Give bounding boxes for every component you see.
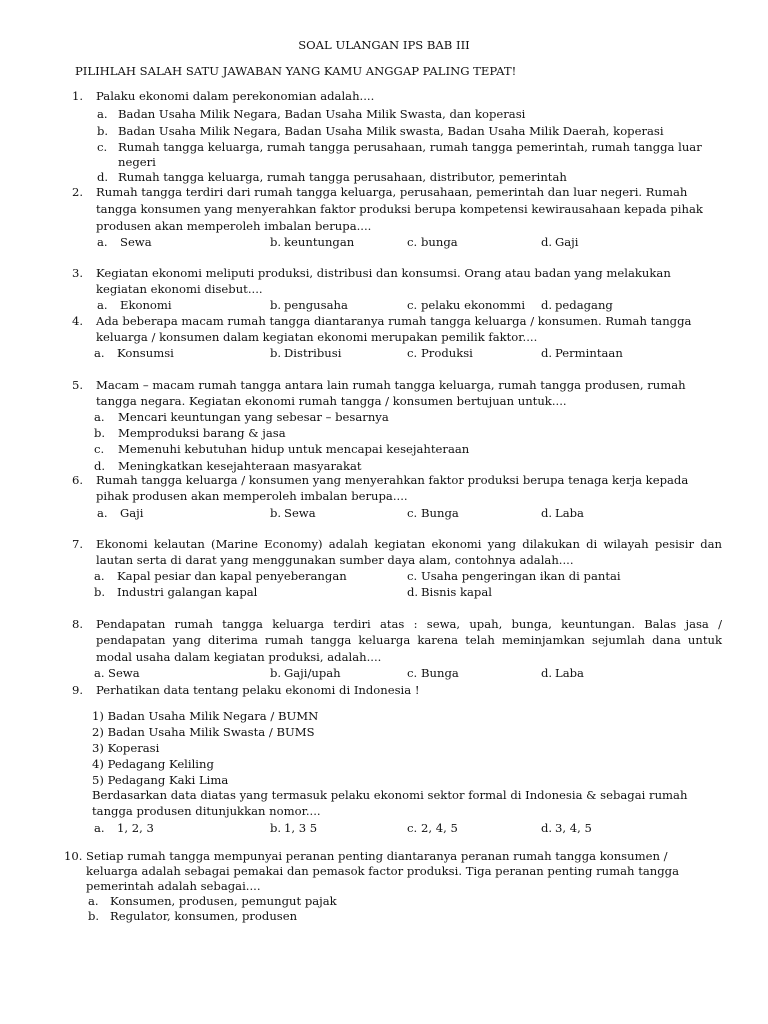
question-text: Rumah tangga terdiri dari rumah tangga keluarga, perusahaan, pemerintah dan luar negeri. Rumah: [96, 185, 688, 199]
option-text: pedagang: [555, 298, 613, 312]
option-letter: a.: [94, 821, 105, 835]
option-text: keuntungan: [284, 235, 355, 249]
option-letter: c.: [407, 569, 418, 583]
option-letter: b.: [94, 426, 106, 440]
question-text: Pendapatan rumah tangga keluarga terdiri atas : sewa, upah, bunga, keuntungan. Balas jasa /: [96, 617, 722, 631]
option-text: bunga: [421, 235, 458, 249]
option-letter: a.: [94, 569, 105, 583]
question-number: 3.: [72, 266, 84, 280]
option-letter: c.: [407, 298, 418, 312]
option-letter: d.: [541, 235, 553, 249]
question-number: 10.: [64, 849, 83, 863]
option-text: Rumah tangga keluarga, rumah tangga perusahaan, distributor, pemerintah: [118, 170, 567, 184]
option-letter: d.: [541, 298, 553, 312]
option-letter: d.: [94, 459, 106, 473]
option-text: 3, 4, 5: [555, 821, 592, 835]
option-text: Permintaan: [555, 346, 623, 360]
option-letter: c.: [407, 821, 418, 835]
option-letter: b.: [270, 666, 282, 680]
option-letter: c.: [407, 666, 418, 680]
question-text: Perhatikan data tentang pelaku ekonomi di Indonesia !: [96, 683, 420, 697]
option-letter: c.: [407, 346, 418, 360]
option-text: negeri: [118, 155, 156, 169]
option-text: 1, 3 5: [284, 821, 318, 835]
question-number: 5.: [72, 378, 84, 392]
option-text: Distribusi: [284, 346, 342, 360]
option-letter: a.: [94, 666, 105, 680]
option-letter: d.: [541, 506, 553, 520]
option-text: Industri galangan kapal: [117, 585, 258, 599]
option-letter: b.: [270, 346, 282, 360]
option-text: pelaku ekonommi: [421, 298, 526, 312]
question-text: Ekonomi kelautan (Marine Economy) adalah kegiatan ekonomi yang dilakukan di wilayah pesisir dan: [96, 537, 722, 551]
option-text: Gaji: [555, 235, 579, 249]
option-text: Kapal pesiar dan kapal penyeberangan: [117, 569, 347, 583]
option-text: Badan Usaha Milik Negara, Badan Usaha Milik Swasta, dan koperasi: [118, 107, 526, 121]
option-letter: d.: [541, 346, 553, 360]
question-text: Macam – macam rumah tangga antara lain rumah tangga keluarga, rumah tangga produsen, rumah: [96, 378, 686, 392]
question-text: keluarga adalah sebagai pemakai dan pemasok factor produksi. Tiga peranan penting rumah tangga: [86, 864, 679, 878]
data-list-item: 1) Badan Usaha Milik Negara / BUMN: [92, 709, 319, 723]
option-letter: b.: [270, 235, 282, 249]
data-list-item: 3) Koperasi: [92, 741, 160, 755]
option-text: Mencari keuntungan yang sebesar – besarnya: [118, 410, 389, 424]
option-letter: b.: [88, 909, 100, 923]
option-text: Konsumsi: [117, 346, 174, 360]
question-text: keluarga / konsumen dalam kegiatan ekonomi merupakan pemilik faktor....: [96, 330, 538, 344]
option-letter: a.: [97, 298, 108, 312]
data-list-item: 5) Pedagang Kaki Lima: [92, 773, 229, 787]
page-title: SOAL ULANGAN IPS BAB III: [298, 38, 470, 52]
question-text: tangga konsumen yang menyerahkan faktor produksi berupa kompetensi kewirausahaan kepada pihak: [96, 202, 703, 216]
option-letter: b.: [97, 124, 109, 138]
option-text: Sewa: [108, 666, 140, 680]
option-text: Rumah tangga keluarga, rumah tangga perusahaan, rumah tangga pemerintah, rumah tangga luar: [118, 140, 702, 154]
option-letter: d.: [541, 666, 553, 680]
option-letter: b.: [270, 821, 282, 835]
option-text: 1, 2, 3: [117, 821, 154, 835]
question-number: 2.: [72, 185, 84, 199]
option-letter: c.: [407, 506, 418, 520]
option-text: Memenuhi kebutuhan hidup untuk mencapai kesejahteraan: [118, 442, 470, 456]
question-text: Kegiatan ekonomi meliputi produksi, distribusi dan konsumsi. Orang atau badan yang melakukan: [96, 266, 671, 280]
question-text: Setiap rumah tangga mempunyai peranan penting diantaranya peranan rumah tangga konsumen /: [86, 849, 668, 863]
question-text: Berdasarkan data diatas yang termasuk pelaku ekonomi sektor formal di Indonesia & sebagai rumah: [92, 788, 688, 802]
option-text: Laba: [555, 506, 584, 520]
option-text: Sewa: [284, 506, 316, 520]
question-text: pemerintah adalah sebagai....: [86, 879, 261, 893]
option-text: Bisnis kapal: [421, 585, 492, 599]
option-letter: c.: [97, 140, 108, 154]
question-text: Rumah tangga keluarga / konsumen yang menyerahkan faktor produksi berupa tenaga kerja kepada: [96, 473, 689, 487]
option-text: Bunga: [421, 666, 459, 680]
option-letter: a.: [88, 894, 99, 908]
question-text: pihak produsen akan memperoleh imbalan berupa....: [96, 489, 408, 503]
option-letter: d.: [97, 170, 109, 184]
option-letter: c.: [407, 235, 418, 249]
option-text: Bunga: [421, 506, 459, 520]
question-number: 6.: [72, 473, 84, 487]
option-text: Usaha pengeringan ikan di pantai: [421, 569, 621, 583]
question-text: produsen akan memperoleh imbalan berupa....: [96, 219, 372, 233]
option-text: Badan Usaha Milik Negara, Badan Usaha Milik swasta, Badan Usaha Milik Daerah, koperasi: [118, 124, 664, 138]
option-text: Sewa: [120, 235, 152, 249]
data-list-item: 4) Pedagang Keliling: [92, 757, 214, 771]
question-text: pendapatan yang diterima rumah tangga keluarga karena telah meminjamkan sejumlah dana untuk: [96, 633, 722, 647]
option-text: Memproduksi barang & jasa: [118, 426, 286, 440]
option-letter: b.: [270, 298, 282, 312]
question-text: modal usaha dalam kegiatan produksi, adalah....: [96, 650, 382, 664]
option-text: pengusaha: [284, 298, 348, 312]
option-letter: a.: [94, 410, 105, 424]
instruction: PILIHLAH SALAH SATU JAWABAN YANG KAMU ANGGAP PALING TEPAT!: [75, 64, 517, 78]
option-text: 2, 4, 5: [421, 821, 458, 835]
option-letter: a.: [97, 506, 108, 520]
option-letter: a.: [94, 346, 105, 360]
question-text: Ada beberapa macam rumah tangga diantaranya rumah tangga keluarga / konsumen. Rumah tangga: [96, 314, 692, 328]
question-number: 4.: [72, 314, 84, 328]
option-letter: a.: [97, 107, 108, 121]
option-text: Meningkatkan kesejahteraan masyarakat: [118, 459, 362, 473]
option-letter: b.: [270, 506, 282, 520]
option-letter: d.: [541, 821, 553, 835]
question-text: tangga negara. Kegiatan ekonomi rumah tangga / konsumen bertujuan untuk....: [96, 394, 567, 408]
question-number: 1.: [72, 89, 84, 103]
option-text: Laba: [555, 666, 584, 680]
question-text: lautan serta di darat yang menggunakan sumber daya alam, contohnya adalah....: [96, 553, 574, 567]
data-list-item: 2) Badan Usaha Milik Swasta / BUMS: [92, 725, 315, 739]
option-text: Gaji/upah: [284, 666, 341, 680]
option-letter: a.: [97, 235, 108, 249]
option-letter: b.: [94, 585, 106, 599]
option-text: Produksi: [421, 346, 473, 360]
option-text: Gaji: [120, 506, 144, 520]
option-text: Ekonomi: [120, 298, 172, 312]
question-text: Palaku ekonomi dalam perekonomian adalah....: [96, 89, 375, 103]
option-text: Konsumen, produsen, pemungut pajak: [110, 894, 337, 908]
option-letter: c.: [94, 442, 105, 456]
question-number: 9.: [72, 683, 84, 697]
question-number: 7.: [72, 537, 84, 551]
question-text: kegiatan ekonomi disebut....: [96, 282, 263, 296]
option-text: Regulator, konsumen, produsen: [110, 909, 298, 923]
option-letter: d.: [407, 585, 419, 599]
question-text: tangga produsen ditunjukkan nomor....: [92, 804, 321, 818]
question-number: 8.: [72, 617, 84, 631]
